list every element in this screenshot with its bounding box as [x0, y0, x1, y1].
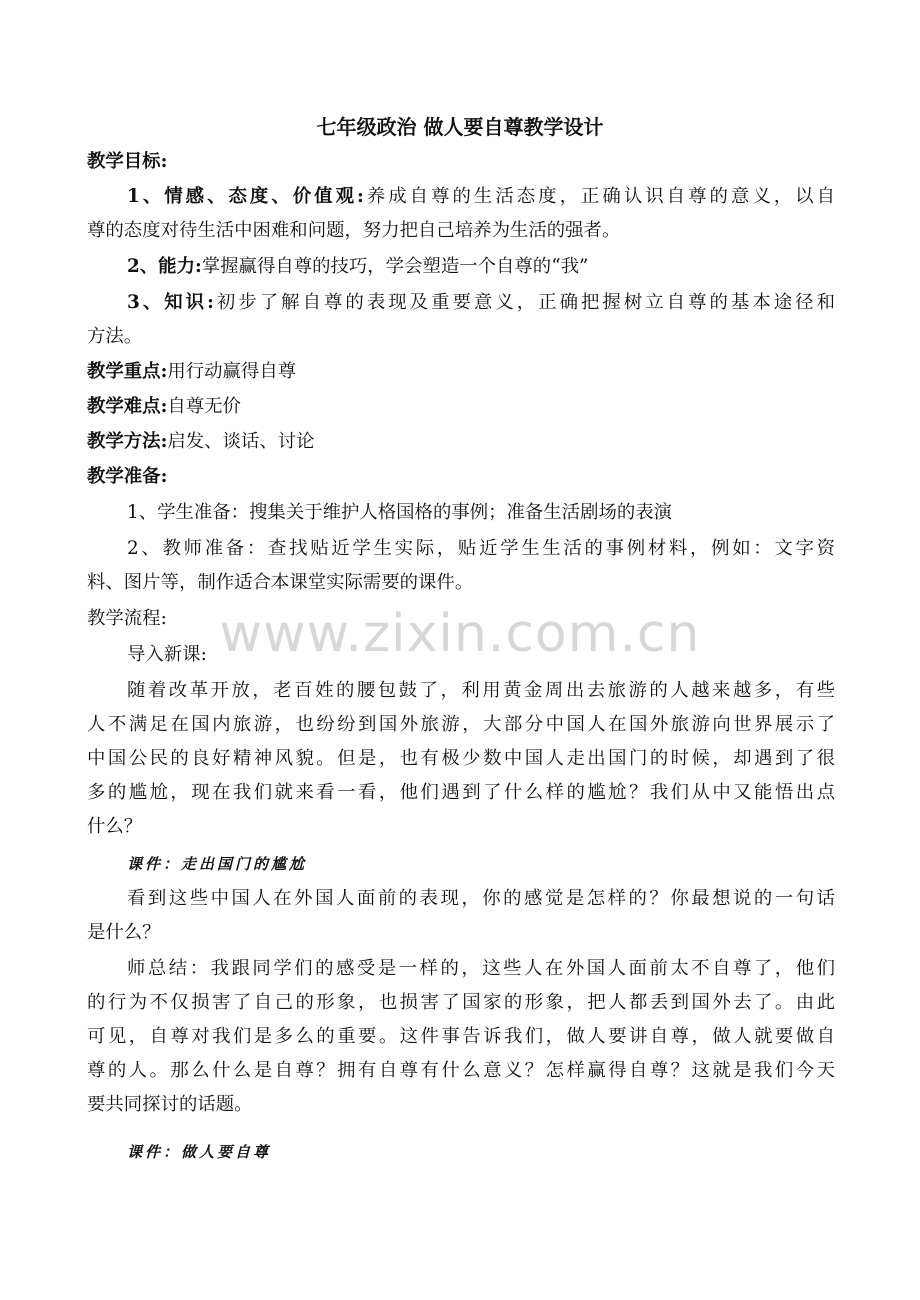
key-point-label: 教学重点:	[87, 361, 168, 382]
prep-2-line-1: 2、教师准备：查找贴近学生实际，贴近学生生活的事例材料，例如：文字资	[127, 538, 835, 559]
summary-line-4: 尊的人。那么什么是自尊？拥有自尊有什么意义？怎样赢得自尊？这就是我们今天	[87, 1060, 835, 1081]
goal-2-text: 掌握赢得自尊的技巧，学会塑造一个自尊的“我”	[201, 256, 589, 277]
intro-line-3: 中国公民的良好精神风貌。但是，也有极少数中国人走出国门的时候，却遇到了很	[87, 748, 835, 769]
watermark: www.zixin.com.cn	[219, 604, 701, 664]
goal-1-label: 1、情感、态度、价值观:	[127, 186, 364, 207]
intro-line-2: 人不满足在国内旅游，也纷纷到国外旅游，大部分中国人在国外旅游向世界展示了	[87, 714, 835, 735]
difficulty-label: 教学难点:	[87, 396, 168, 417]
question-line-2: 是什么？	[87, 922, 161, 943]
intro-line-5: 什么？	[87, 816, 143, 837]
difficulty-text: 自尊无价	[167, 396, 241, 417]
question-line-1: 看到这些中国人在外国人面前的表现，你的感觉是怎样的？你最想说的一句话	[127, 888, 835, 909]
goal-2	[127, 250, 835, 284]
key-point	[87, 355, 835, 389]
goal-3-text: 初步了解自尊的表现及重要意义，正确把握树立自尊的基本途径和	[213, 292, 835, 313]
courseware-1: 课件：走出国门的尴尬	[127, 855, 308, 873]
goal-1-line-2: 尊的态度对待生活中困难和问题，努力把自己培养为生活的强者。	[87, 220, 621, 241]
goal-1-text: 养成自尊的生活态度，正确认识自尊的意义，以自	[363, 186, 835, 207]
prep-heading: 教学准备:	[87, 466, 168, 487]
summary-line-2: 的行为不仅损害了自己的形象，也损害了国家的形象，把人都丢到国外去了。由此	[87, 992, 835, 1013]
prep-2-line-2: 料、图片等，制作适合本课堂实际需要的课件。	[87, 572, 474, 593]
courseware-2: 课件：做人要自尊	[127, 1143, 272, 1161]
prep-1: 1、学生准备：搜集关于维护人格国格的事例；准备生活剧场的表演	[127, 502, 673, 523]
difficulty	[87, 390, 835, 424]
summary-line-1: 师总结：我跟同学们的感受是一样的，这些人在外国人面前太不自尊了，他们	[127, 958, 835, 979]
goal-2-label: 2、能力:	[127, 256, 202, 277]
method-label: 教学方法:	[87, 431, 168, 452]
goal-1-line-1	[127, 180, 835, 214]
intro-line-4: 多的尴尬，现在我们就来看一看，他们遇到了什么样的尴尬？我们从中又能悟出点	[87, 782, 835, 803]
goal-3-line-1	[127, 286, 835, 320]
goal-3-line-2: 方法。	[87, 326, 143, 347]
summary-line-5: 要共同探讨的话题。	[87, 1094, 253, 1115]
goal-3-label: 3、知识:	[127, 292, 214, 313]
method	[87, 425, 835, 459]
intro-heading: 导入新课:	[127, 644, 207, 665]
key-point-text: 用行动赢得自尊	[167, 361, 297, 382]
flow-heading: 教学流程:	[87, 608, 167, 629]
intro-line-1: 随着改革开放，老百姓的腰包鼓了，利用黄金周出去旅游的人越来越多，有些	[127, 680, 835, 701]
summary-line-3: 可见，自尊对我们是多么的重要。这件事告诉我们，做人要讲自尊，做人就要做自	[87, 1026, 835, 1047]
document-title: 七年级政治 做人要自尊教学设计	[316, 115, 604, 139]
goals-heading: 教学目标:	[87, 151, 168, 172]
method-text: 启发、谈话、讨论	[167, 431, 315, 452]
